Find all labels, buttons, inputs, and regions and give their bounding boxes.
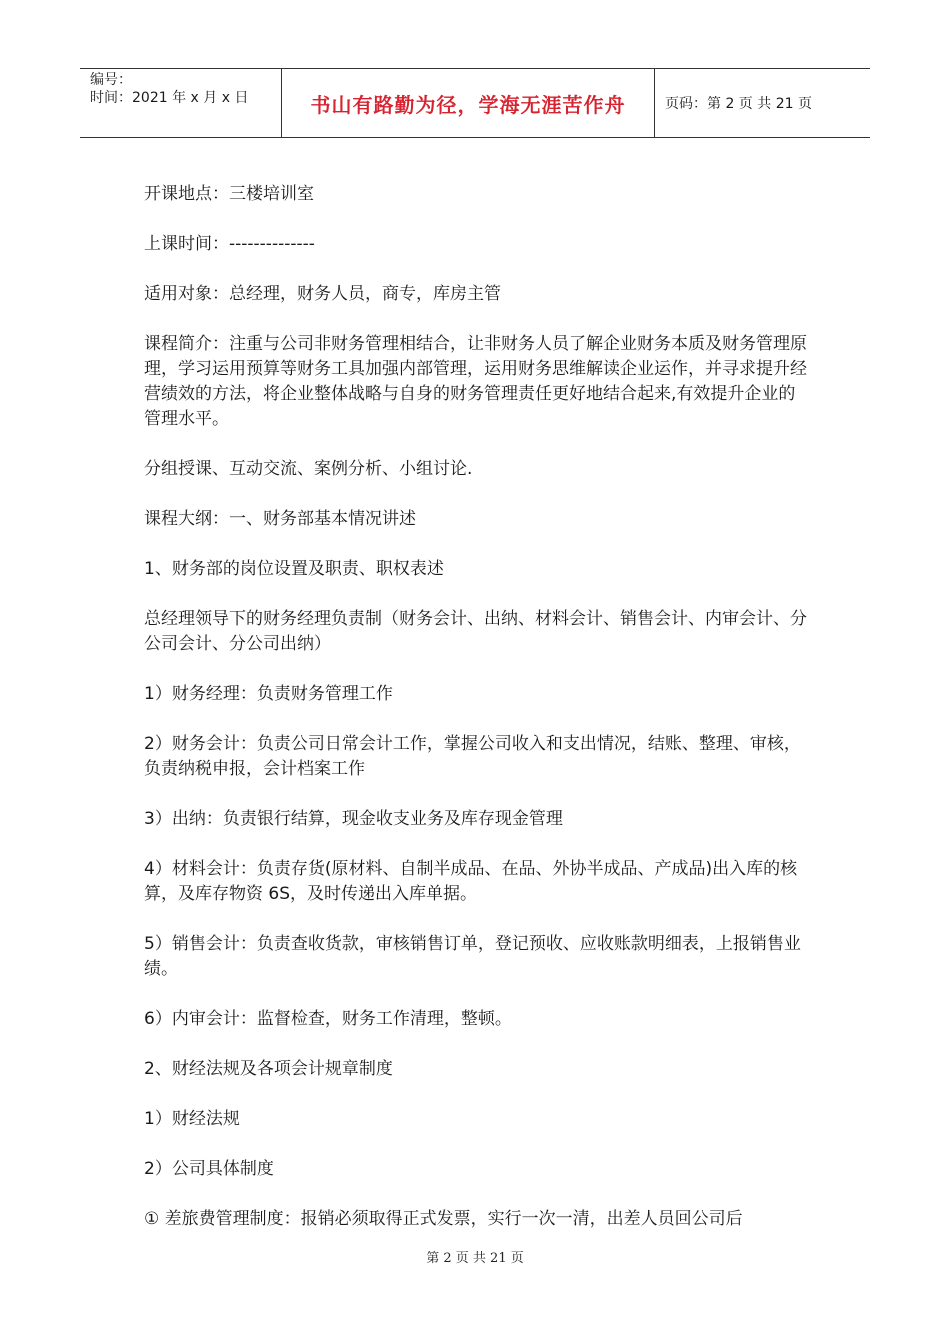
header-motto: 书山有路勤为径，学海无涯苦作舟 [282,69,655,137]
paragraph-method: 分组授课、互动交流、案例分析、小组讨论. [144,459,473,479]
header-meta [80,69,282,137]
paragraph-responsibility: 总经理领导下的财务经理负责制（财务会计、出纳、材料会计、销售会计、内审会计、分公司会计、分公司出纳） [144,609,807,654]
list-item: 2）公司具体制度 [144,1159,274,1179]
paragraph-audience: 适用对象：总经理，财务人员，商专，库房主管 [144,284,501,304]
page-footer: 第 2 页 共 21 页 [426,1251,524,1266]
paragraph-section-1: 1、财务部的岗位设置及职责、职权表述 [144,559,444,579]
list-item: 3）出纳：负责银行结算，现金收支业务及库存现金管理 [144,809,563,829]
list-item: ① 差旅费管理制度：报销必须取得正式发票，实行一次一清，出差人员回公司后 [144,1209,743,1229]
list-item: 2）财务会计：负责公司日常会计工作，掌握公司收入和支出情况，结账、整理、审核，负责纳税申报，会计档案工作 [144,734,801,779]
list-item: 4）材料会计：负责存货(原材料、自制半成品、在品、外协半成品、产成品)出入库的核算，及库存物资 6S，及时传递出入库单据。 [144,859,798,904]
paragraph-introduction: 课程简介：注重与公司非财务管理相结合，让非财务人员了解企业财务本质及财务管理原理，学习运用预算等财务工具加强内部管理，运用财务思维解读企业运作，并寻求提升经营绩效的方法，将企业整体战略与自身的财务管理责任更好地结合起来,有效提升企业的管理水平。 [144,334,807,429]
document-number-label: 编号： [90,72,132,88]
list-item: 5）销售会计：负责查收货款，审核销售订单，登记预收、应收账款明细表，上报销售业绩。 [144,934,801,979]
document-body [144,182,812,1257]
list-item: 6）内审会计：监督检查，财务工作清理，整顿。 [144,1009,512,1029]
document-time-label: 时间：2021 年 x 月 x 日 [90,90,249,106]
paragraph-outline-heading: 课程大纲：一、财务部基本情况讲述 [144,509,416,529]
header-page-label: 页码：第 2 页 共 21 页 [665,96,812,112]
page-header [80,68,870,138]
paragraph-time: 上课时间：-------------- [144,234,315,254]
list-item: 1）财务经理：负责财务管理工作 [144,684,393,704]
paragraph-section-2: 2、财经法规及各项会计规章制度 [144,1059,393,1079]
list-item: 1）财经法规 [144,1109,240,1129]
paragraph-location: 开课地点：三楼培训室 [144,184,314,204]
